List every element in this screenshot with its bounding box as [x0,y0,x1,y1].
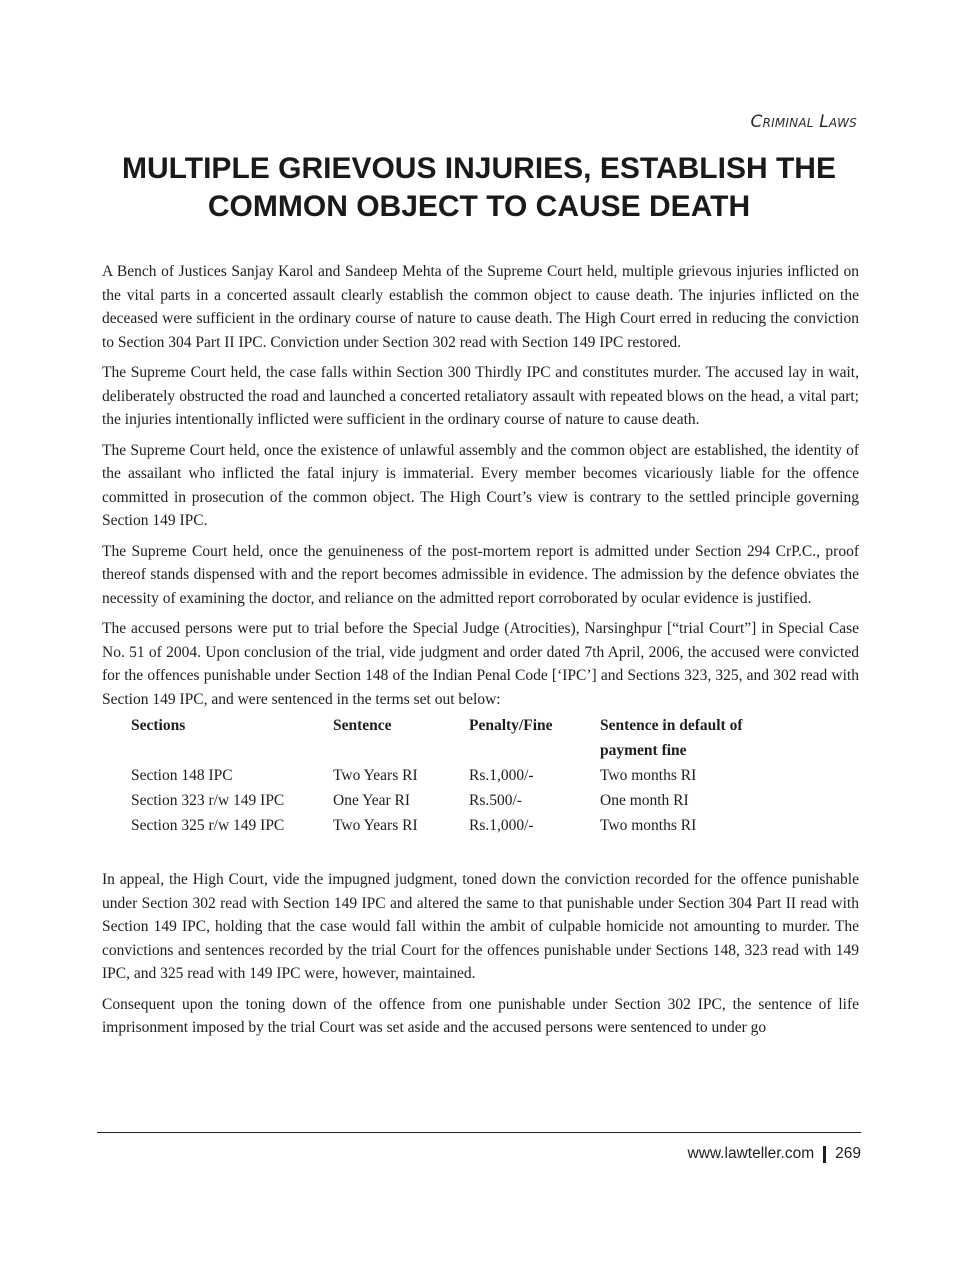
paragraph: The Supreme Court held, once the existence of unlawful assembly and the common object are established, the identity of the assailant who inflicted the fatal injury is immaterial. Every member becomes vicariously liable for the offence committed in prosecution of the common object. The High Court’s view is contrary to the settled principle governing Section 149 IPC. [102,441,859,529]
table-cell: Section 323 r/w 149 IPC [131,792,285,809]
website-link[interactable]: www.lawteller.com [687,1145,815,1162]
column-header: Sections [131,717,186,734]
table-cell: Section 148 IPC [131,767,233,784]
paragraph: Consequent upon the toning down of the offence from one punishable under Section 302 IPC, the sentence of life imprisonment imposed by the trial Court was set aside and the accused persons were sentenced to under go [102,995,859,1036]
table-header-row [131,713,770,763]
table-cell: Two months RI [600,817,697,834]
article-title: MULTIPLE GRIEVOUS INJURIES, ESTABLISH THE COMMON OBJECT TO CAUSE DEATH [122,152,836,223]
table-spacer [102,838,859,868]
footer-divider [97,1132,861,1133]
table-row [131,813,770,838]
table-cell: Rs.500/- [469,792,522,809]
table-cell: Rs.1,000/- [469,817,534,834]
table-cell: Section 325 r/w 149 IPC [131,817,285,834]
table-row [131,788,770,813]
paragraph: A Bench of Justices Sanjay Karol and Sandeep Mehta of the Supreme Court held, multiple grievous injuries inflicted on the vital parts in a concerted assault clearly establish the common object to cause death. The injuries inflicted on the deceased were sufficient in the ordinary course of nature to cause death. The High Court erred in reducing the conviction to Section 304 Part II IPC. Conviction under Section 302 read with Section 149 IPC restored. [102,263,859,351]
paragraph: The accused persons were put to trial before the Special Judge (Atrocities), Narsinghpur [“trial Court”] in Special Case No. 51 of 2004. Upon conclusion of the trial, vide judgment and order dated 7th April, 2006, the accused were convicted for the offences punishable under Section 148 of the Indian Penal Code [‘IPC’] and Sections 323, 325, and 302 read with Section 149 IPC, and were sentenced in the terms set out below: [102,620,859,708]
column-header: Sentence [333,717,392,734]
column-header: Sentence in default of payment fine [600,717,743,759]
table-row [131,763,770,788]
section-header: Criminal Laws [750,112,857,132]
footer-separator [823,1146,826,1163]
paragraph: The Supreme Court held, once the genuineness of the post-mortem report is admitted under Section 294 CrP.C., proof thereof stands dispensed with and the report becomes admissible in evidence. The admission by the defence obviates the necessity of examining the doctor, and reliance on the admitted report corroborated by ocular evidence is justified. [102,542,859,607]
table-cell: One month RI [600,792,689,809]
paragraph: In appeal, the High Court, vide the impugned judgment, toned down the conviction recorded for the offence punishable under Section 302 read with Section 149 IPC and altered the same to that punishable under Section 304 Part II read with Section 149 IPC, holding that the case would fall within the ambit of culpable homicide not amounting to murder. The convictions and sentences recorded by the trial Court for the offences punishable under Sections 148, 323 read with 149 IPC, and 325 read with 149 IPC were, however, maintained. [102,871,859,982]
paragraph: The Supreme Court held, the case falls within Section 300 Thirdly IPC and constitutes murder. The accused lay in wait, deliberately obstructed the road and launched a concerted retaliatory assault with repeated blows on the head, a vital part; the injuries intentionally inflicted were sufficient in the ordinary course of nature to cause death. [102,364,859,428]
article-body [102,260,859,1047]
column-header: Penalty/Fine [469,717,553,734]
table-cell: Two months RI [600,767,697,784]
page-footer [688,1145,862,1163]
table-cell: Rs.1,000/- [469,767,534,784]
table-cell: One Year RI [333,792,411,809]
table-cell: Two Years RI [333,817,418,834]
table-cell: Two Years RI [333,767,418,784]
sentence-table [131,713,770,838]
page-number: 269 [835,1145,861,1162]
